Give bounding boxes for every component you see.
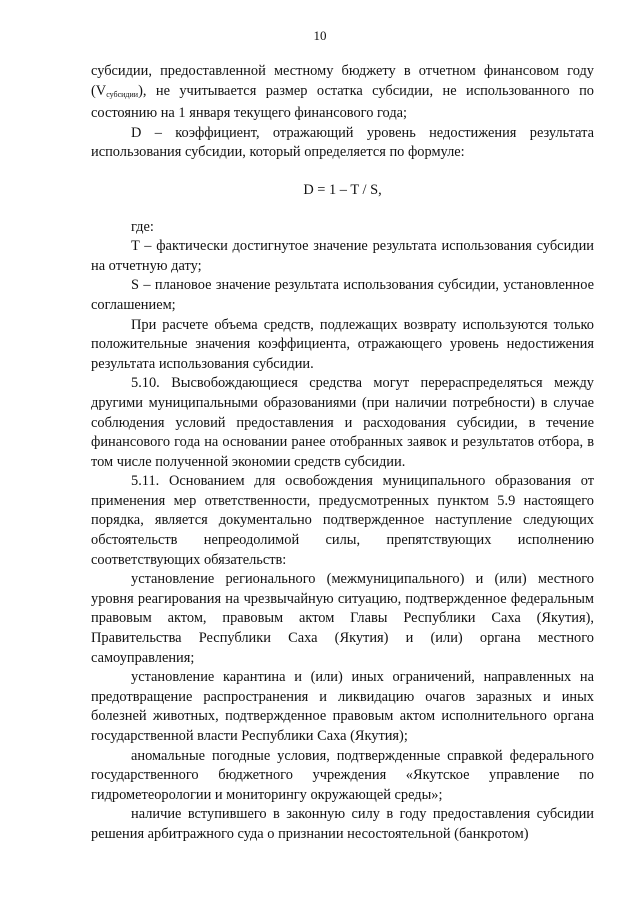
paragraph-subsidy-remainder-part2: ), не учитывается размер остатка субсидии, не использованного по состоянию на 1 января текущего финансового года; bbox=[91, 82, 594, 122]
page-number: 10 bbox=[313, 28, 327, 43]
where-label: где: bbox=[131, 218, 154, 235]
paragraph-subsidy-remainder bbox=[91, 62, 594, 124]
paragraph-5-11: 5.11. Основанием для освобождения муниципального образования от применения мер ответственности, предусмотренных пунктом 5.9 настоящего порядка, является документально подтвержденное наступление следующих обстоятельств непреодолимой силы, препятствующих исполнению соответствующих обязательств: bbox=[91, 473, 594, 568]
list-item-emergency-response: установление регионального (межмуниципального) и (или) местного уровня реагирования на чрезвычайную ситуацию, подтвержденное федеральным правовым актом, правовым актом Главы Республики Саха (Якутия), Правительства Республики Саха (Якутия) и (или) органа местного самоуправления; bbox=[91, 571, 594, 666]
formula: D = 1 – T / S, bbox=[303, 181, 382, 198]
v-subscript: субсидии bbox=[106, 89, 139, 99]
paragraph-coefficient-d: D – коэффициент, отражающий уровень недостижения результата использования субсидии, который определяется по формуле: bbox=[91, 124, 594, 161]
list-item-weather-conditions: аномальные погодные условия, подтвержденные справкой федерального государственного бюджетного учреждения «Якутское управление по гидрометеорологии и мониторингу окружающей среды»; bbox=[91, 747, 594, 803]
paragraph-subsidy-remainder-part1: субсидии, предоставленной местному бюджету в отчетном финансовом году (V bbox=[91, 63, 594, 99]
paragraph-5-10: 5.10. Высвобождающиеся средства могут перераспределяться между другими муниципальными образованиями (при наличии потребности) в случае соблюдения условий предоставления и расходования субсидии, в течение финансового года на основании ранее отобранных заявок и результатов отбора, в том числе полученной экономии средств субсидии. bbox=[91, 375, 594, 470]
document-body bbox=[91, 0, 594, 845]
paragraph-s-definition: S – плановое значение результата использования субсидии, установленное соглашением; bbox=[91, 277, 594, 313]
paragraph-t-definition: T – фактически достигнутое значение результата использования субсидии на отчетную дату; bbox=[91, 238, 594, 274]
list-item-court-decision: наличие вступившего в законную силу в году предоставления субсидии решения арбитражного суда о признании несостоятельной (банкротом) bbox=[91, 806, 594, 842]
paragraph-calculation-note: При расчете объема средств, подлежащих возврату используются только положительные значения коэффициента, отражающего уровень недостижения результата использования субсидии. bbox=[91, 316, 594, 372]
list-item-quarantine: установление карантина и (или) иных ограничений, направленных на предотвращение распространения и ликвидацию очагов заразных и иных болезней животных, подтвержденное правовым актом исполнительного органа государственной власти Республики Саха (Якутия); bbox=[91, 669, 594, 744]
